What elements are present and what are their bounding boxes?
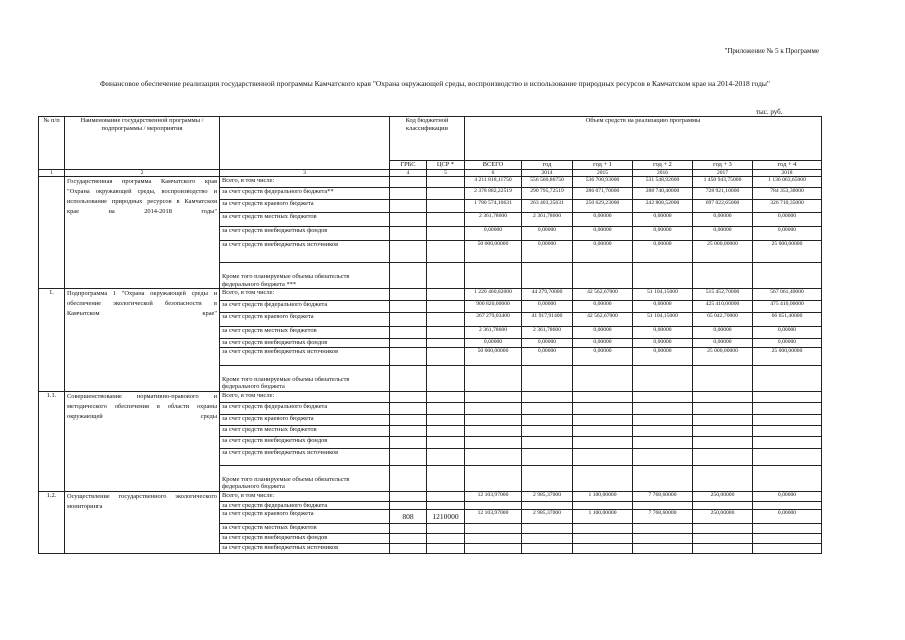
funding-source: за счет средств внебюджетных источников: [220, 241, 390, 263]
grbs-code: [390, 425, 427, 436]
year-value: [693, 365, 753, 391]
col-number: 2016: [633, 170, 693, 177]
total-value: 2 378 882,22519: [465, 188, 522, 200]
year-value: [573, 391, 633, 402]
csr-code: 1210000: [427, 510, 465, 524]
year-value: 697 022,65000: [693, 200, 753, 213]
year-value: [633, 465, 693, 491]
year-value: 0,00000: [573, 327, 633, 339]
year-value: [753, 448, 822, 465]
year-value: 51 104,15000: [633, 313, 693, 327]
funding-source: за счет средств краевого бюджета: [220, 200, 390, 213]
year-value: [693, 448, 753, 465]
year-value: [753, 391, 822, 402]
year-value: 250 629,23000: [573, 200, 633, 213]
year-value: 784 353,30000: [753, 188, 822, 200]
year-value: [753, 524, 822, 534]
col-name-header: Наименование государственной программы / подпрограммы / мероприятия: [65, 117, 220, 170]
csr-code: [427, 339, 465, 348]
total-value: 50 000,00000: [465, 241, 522, 263]
year-value: 51 104,15000: [633, 289, 693, 301]
grbs-code: [390, 301, 427, 313]
funding-source: за счет средств местных бюджетов: [220, 425, 390, 436]
total-value: 50 000,00000: [465, 347, 522, 365]
total-value: [465, 365, 522, 391]
funding-source: за счет средств краевого бюджета: [220, 414, 390, 425]
year-value: [633, 402, 693, 414]
total-value: 1 220 460,82000: [465, 289, 522, 301]
funding-source: за счет средств федерального бюджета: [220, 402, 390, 414]
year-value: 25 000,00000: [693, 241, 753, 263]
year-value: 0,00000: [522, 301, 573, 313]
csr-code: [427, 301, 465, 313]
col-total-header: ВСЕГО: [465, 161, 522, 170]
year-value: 0,00000: [573, 227, 633, 241]
grbs-code: [390, 544, 427, 554]
year-value: 7 768,60000: [633, 491, 693, 501]
year-value: 0,00000: [693, 227, 753, 241]
csr-code: [427, 227, 465, 241]
year-value: 0,00000: [522, 347, 573, 365]
funding-source: Кроме того планируемые объемы обязательств федерального бюджета ***: [220, 263, 390, 289]
year-value: [573, 534, 633, 544]
grbs-code: [390, 177, 427, 188]
csr-code: [427, 313, 465, 327]
year-value: [522, 402, 573, 414]
year-value: 290 795,72519: [522, 188, 573, 200]
col-y1-header: год + 1: [573, 161, 633, 170]
year-value: 288 740,40000: [633, 188, 693, 200]
year-value: [522, 544, 573, 554]
col-y3-header: год + 3: [693, 161, 753, 170]
total-value: [465, 534, 522, 544]
col-y2-header: год + 2: [633, 161, 693, 170]
year-value: [573, 465, 633, 491]
col-number: 3: [220, 170, 390, 177]
grbs-code: [390, 534, 427, 544]
year-value: [753, 465, 822, 491]
year-value: [753, 263, 822, 289]
grbs-code: [390, 227, 427, 241]
year-value: 0,00000: [522, 227, 573, 241]
total-value: [465, 524, 522, 534]
year-value: [522, 425, 573, 436]
funding-source: за счет средств внебюджетных фондов: [220, 227, 390, 241]
year-value: 0,00000: [753, 227, 822, 241]
year-value: 0,00000: [573, 347, 633, 365]
year-value: [693, 524, 753, 534]
csr-code: [427, 200, 465, 213]
year-value: [633, 414, 693, 425]
year-value: [573, 365, 633, 391]
year-value: 25 000,00000: [693, 347, 753, 365]
grbs-code: [390, 188, 427, 200]
year-value: [522, 524, 573, 534]
document-title: Финансовое обеспечение реализации государственной программы Камчатского края "Охрана окружающей среды, воспроизводство и использование природных ресурсов в Камчатском крае на 2014-2018 годы": [100, 79, 770, 88]
grbs-code: [390, 313, 427, 327]
csr-code: [427, 501, 465, 510]
year-value: [522, 263, 573, 289]
row-number: [39, 177, 65, 289]
year-value: [753, 414, 822, 425]
year-value: [573, 263, 633, 289]
year-value: [573, 436, 633, 448]
year-value: 44 279,70000: [522, 289, 573, 301]
grbs-code: [390, 501, 427, 510]
funding-source: за счет средств местных бюджетов: [220, 327, 390, 339]
grbs-code: [390, 365, 427, 391]
year-value: [522, 436, 573, 448]
total-value: [465, 425, 522, 436]
total-value: 2 361,78600: [465, 213, 522, 227]
year-value: 475 410,00000: [753, 301, 822, 313]
table-row: [39, 491, 822, 501]
csr-code: [427, 391, 465, 402]
year-value: 1 100,00000: [573, 491, 633, 501]
year-value: [693, 425, 753, 436]
year-value: [693, 402, 753, 414]
funding-source: за счет средств внебюджетных источников: [220, 544, 390, 554]
year-value: 0,00000: [753, 213, 822, 227]
grbs-code: [390, 448, 427, 465]
grbs-code: [390, 263, 427, 289]
year-value: 2 361,78600: [522, 213, 573, 227]
year-value: 0,00000: [633, 227, 693, 241]
funding-source: за счет средств местных бюджетов: [220, 213, 390, 227]
total-value: [465, 448, 522, 465]
appendix-label: "Приложение № 5 к Программе: [724, 47, 819, 55]
year-value: 2 361,78600: [522, 327, 573, 339]
year-value: [693, 501, 753, 510]
csr-code: [427, 177, 465, 188]
year-value: 263 403,35631: [522, 200, 573, 213]
year-value: [753, 402, 822, 414]
year-value: [633, 524, 693, 534]
grbs-code: [390, 289, 427, 301]
col-volume-header: Объем средств на реализацию программы: [465, 117, 822, 161]
year-value: [573, 501, 633, 510]
measure-name: Государственная программа Камчатского края "Охрана окружающей среды, воспроизводство и использование природных ресурсов в Камчатском крае на 2014-2018 годы": [65, 177, 220, 289]
year-value: [573, 544, 633, 554]
funding-source: за счет средств местных бюджетов: [220, 524, 390, 534]
total-value: [465, 414, 522, 425]
grbs-code: [390, 200, 427, 213]
year-value: [693, 436, 753, 448]
year-value: 42 562,67000: [573, 313, 633, 327]
year-value: [522, 391, 573, 402]
grbs-code: [390, 414, 427, 425]
col-number: 2017: [693, 170, 753, 177]
total-value: [465, 501, 522, 510]
year-value: [633, 501, 693, 510]
total-value: 12 103,97000: [465, 491, 522, 501]
table-row: [39, 177, 822, 188]
total-value: 900 820,00000: [465, 301, 522, 313]
csr-code: [427, 365, 465, 391]
col-number: 2014: [522, 170, 573, 177]
year-value: [522, 465, 573, 491]
measure-name: Совершенствование нормативно-правового и методического обеспечения в области охраны окружающей среды: [65, 391, 220, 491]
csr-code: [427, 241, 465, 263]
row-number: 1.1.: [39, 391, 65, 491]
csr-code: [427, 347, 465, 365]
csr-code: [427, 213, 465, 227]
funding-source: за счет средств внебюджетных фондов: [220, 339, 390, 348]
year-value: 0,00000: [573, 241, 633, 263]
csr-code: [427, 402, 465, 414]
header-row: [39, 117, 822, 161]
year-value: [693, 465, 753, 491]
csr-code: [427, 544, 465, 554]
grbs-code: [390, 436, 427, 448]
funding-source: Кроме того планируемые объемы обязательств федерального бюджета: [220, 465, 390, 491]
year-value: 0,00000: [573, 213, 633, 227]
col-number: 2015: [573, 170, 633, 177]
funding-source: за счет средств федерального бюджета**: [220, 188, 390, 200]
measure-name: Подпрограмма 1 "Охрана окружающей среды и обеспечение экологической безопасности в Камчатском крае": [65, 289, 220, 392]
total-value: 12 103,97000: [465, 510, 522, 524]
column-numbers-row: [39, 170, 822, 177]
year-value: 242 808,52000: [633, 200, 693, 213]
funding-source: за счет средств федерального бюджета: [220, 301, 390, 313]
table-row: [39, 289, 822, 301]
grbs-code: [390, 391, 427, 402]
year-value: [522, 534, 573, 544]
year-value: 0,00000: [633, 301, 693, 313]
total-value: [465, 402, 522, 414]
csr-code: [427, 289, 465, 301]
year-value: 2 985,37000: [522, 491, 573, 501]
year-value: [573, 402, 633, 414]
year-value: 326 710,35000: [753, 200, 822, 213]
funding-source: за счет средств внебюджетных источников: [220, 347, 390, 365]
row-number: 1.2.: [39, 491, 65, 554]
col-number: 6: [465, 170, 522, 177]
csr-code: [427, 263, 465, 289]
year-value: [693, 414, 753, 425]
total-value: [465, 544, 522, 554]
funding-source: за счет средств краевого бюджета: [220, 510, 390, 524]
csr-code: [427, 491, 465, 501]
funding-source: Всего, в том числе:: [220, 491, 390, 501]
year-value: 1 100,00000: [573, 510, 633, 524]
year-value: 2 985,37000: [522, 510, 573, 524]
funding-table: [38, 116, 822, 554]
col-grbs-header: ГРБС: [390, 161, 427, 170]
year-value: 531 548,92000: [633, 177, 693, 188]
grbs-code: 808: [390, 510, 427, 524]
funding-source: за счет средств внебюджетных фондов: [220, 436, 390, 448]
year-value: 0,00000: [573, 339, 633, 348]
grbs-code: [390, 524, 427, 534]
funding-source: за счет средств внебюджетных фондов: [220, 534, 390, 544]
year-value: [753, 436, 822, 448]
grbs-code: [390, 347, 427, 365]
grbs-code: [390, 491, 427, 501]
csr-code: [427, 327, 465, 339]
funding-source: Кроме того планируемые объемы обязательств федерального бюджета: [220, 365, 390, 391]
year-value: [633, 263, 693, 289]
year-value: 0,00000: [693, 339, 753, 348]
total-value: 1 780 574,10631: [465, 200, 522, 213]
year-value: 556 560,86750: [522, 177, 573, 188]
total-value: 0,00000: [465, 339, 522, 348]
col-number: 2018: [753, 170, 822, 177]
col-year-header: год: [522, 161, 573, 170]
year-value: 0,00000: [753, 510, 822, 524]
col-csr-header: ЦСР *: [427, 161, 465, 170]
row-number: 1.: [39, 289, 65, 392]
funding-source: Всего, в том числе:: [220, 289, 390, 301]
year-value: 0,00000: [633, 213, 693, 227]
measure-name: Осуществление государственного экологического мониторинга: [65, 491, 220, 554]
funding-source: за счет средств краевого бюджета: [220, 313, 390, 327]
funding-source: Всего, в том числе:: [220, 391, 390, 402]
year-value: 567 061,40000: [753, 289, 822, 301]
year-value: [753, 544, 822, 554]
year-value: [522, 365, 573, 391]
year-value: [633, 425, 693, 436]
grbs-code: [390, 213, 427, 227]
year-value: [633, 534, 693, 544]
year-value: [693, 534, 753, 544]
year-value: 0,00000: [633, 339, 693, 348]
table-row: [39, 391, 822, 402]
year-value: [573, 448, 633, 465]
csr-code: [427, 465, 465, 491]
total-value: 0,00000: [465, 227, 522, 241]
year-value: [573, 414, 633, 425]
total-value: 4 211 818,11750: [465, 177, 522, 188]
grbs-code: [390, 465, 427, 491]
total-value: [465, 436, 522, 448]
funding-source: за счет средств внебюджетных источников: [220, 448, 390, 465]
csr-code: [427, 425, 465, 436]
year-value: [633, 544, 693, 554]
year-value: 0,00000: [693, 327, 753, 339]
year-value: [753, 534, 822, 544]
year-value: 0,00000: [633, 327, 693, 339]
csr-code: [427, 436, 465, 448]
year-value: [633, 365, 693, 391]
year-value: 0,00000: [633, 347, 693, 365]
col-number: 4: [390, 170, 427, 177]
grbs-code: [390, 339, 427, 348]
col-y4-header: год + 4: [753, 161, 822, 170]
col-number: 2: [65, 170, 220, 177]
year-value: 536 700,93000: [573, 177, 633, 188]
year-value: 65 042,70000: [693, 313, 753, 327]
year-value: [633, 391, 693, 402]
year-value: [573, 425, 633, 436]
year-value: [522, 501, 573, 510]
year-value: [633, 448, 693, 465]
total-value: 267 279,03400: [465, 313, 522, 327]
col-source-header: [220, 117, 390, 170]
col-number: 5: [427, 170, 465, 177]
year-value: 0,00000: [753, 491, 822, 501]
year-value: 42 562,67000: [573, 289, 633, 301]
year-value: [522, 448, 573, 465]
year-value: 0,00000: [753, 339, 822, 348]
year-value: [693, 391, 753, 402]
funding-source: за счет средств федерального бюджета: [220, 501, 390, 510]
year-value: [633, 436, 693, 448]
year-value: 286 071,70000: [573, 188, 633, 200]
year-value: 425 410,00000: [693, 301, 753, 313]
csr-code: [427, 414, 465, 425]
unit-label: тыс. руб.: [756, 108, 783, 116]
year-value: 1 450 943,75000: [693, 177, 753, 188]
year-value: [573, 524, 633, 534]
year-value: 0,00000: [693, 213, 753, 227]
col-kbk-header: Код бюджетной классификации: [390, 117, 465, 161]
col-number: 1: [39, 170, 65, 177]
year-value: 250,00000: [693, 510, 753, 524]
year-value: 66 651,40000: [753, 313, 822, 327]
year-value: 41 917,91400: [522, 313, 573, 327]
grbs-code: [390, 241, 427, 263]
total-value: [465, 465, 522, 491]
year-value: 7 768,60000: [633, 510, 693, 524]
year-value: 0,00000: [633, 241, 693, 263]
year-value: 25 000,00000: [753, 347, 822, 365]
year-value: 0,00000: [522, 241, 573, 263]
year-value: 1 136 063,65000: [753, 177, 822, 188]
year-value: [522, 414, 573, 425]
grbs-code: [390, 402, 427, 414]
year-value: [693, 544, 753, 554]
year-value: 25 000,00000: [753, 241, 822, 263]
funding-source: Всего, в том числе:: [220, 177, 390, 188]
total-value: [465, 391, 522, 402]
csr-code: [427, 534, 465, 544]
year-value: 728 921,10000: [693, 188, 753, 200]
year-value: [753, 425, 822, 436]
col-num-header: № п/п: [39, 117, 65, 170]
total-value: 2 361,78600: [465, 327, 522, 339]
csr-code: [427, 188, 465, 200]
grbs-code: [390, 327, 427, 339]
year-value: 0,00000: [573, 301, 633, 313]
year-value: 0,00000: [753, 327, 822, 339]
year-value: [753, 501, 822, 510]
year-value: 0,00000: [522, 339, 573, 348]
year-value: 515 452,70000: [693, 289, 753, 301]
year-value: [693, 263, 753, 289]
csr-code: [427, 524, 465, 534]
total-value: [465, 263, 522, 289]
csr-code: [427, 448, 465, 465]
year-value: [753, 365, 822, 391]
year-value: 250,00000: [693, 491, 753, 501]
